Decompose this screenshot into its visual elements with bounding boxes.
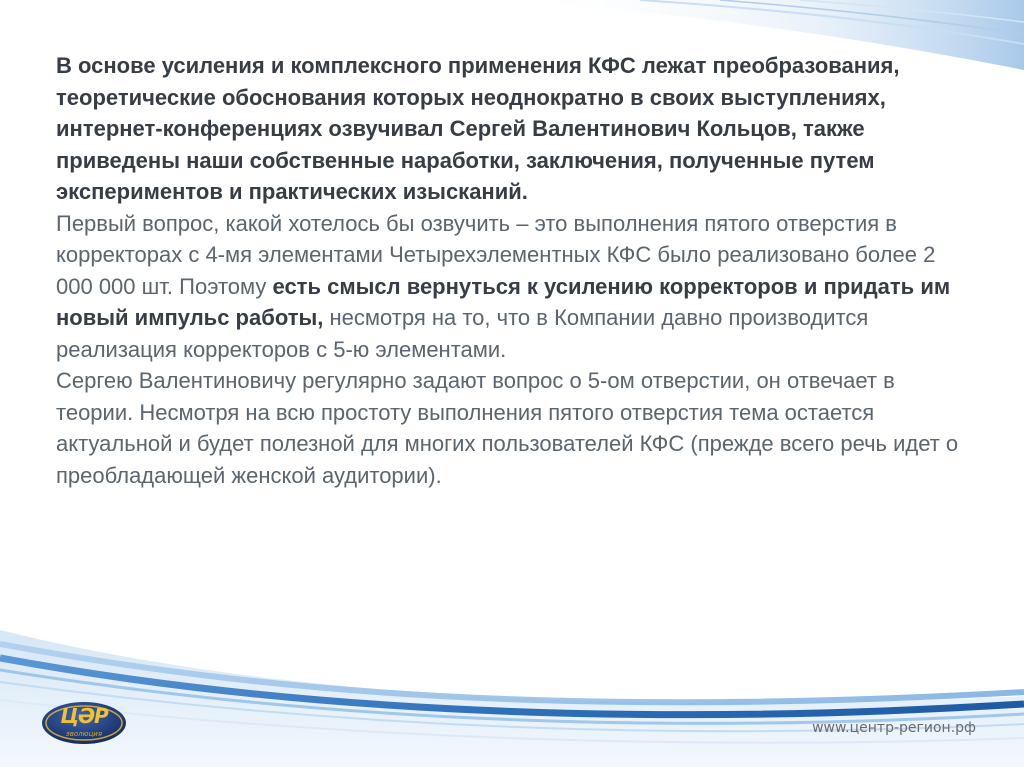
first-question-tail: несмотря на то, что в Компании давно производится реализация корректоров с 5-ю элементами. xyxy=(56,305,869,362)
paragraph-fifth-hole xyxy=(56,365,971,491)
body-text xyxy=(56,50,971,491)
first-question-text: Первый вопрос, какой хотелось бы озвучить – это выполнения пятого отверстия в корректорах с 4-мя элементами Четырехэлементных КФС было реализовано более 2 000 000 шт. Поэтому xyxy=(56,210,936,299)
paragraph-intro xyxy=(56,50,971,208)
logo-subtext: эволюция xyxy=(65,730,103,738)
company-logo xyxy=(40,700,128,746)
intro-bold-text: В основе усиления и комплексного применения КФС лежат преобразования, теоретические обоснования которых неоднократно в своих выступлениях, интернет-конференциях озвучивал Сергей Валентинович Кольцов, также приведены наши собственные наработки, заключения, полученные путем экспериментов и практических изысканий. xyxy=(56,53,900,204)
paragraph-first-question xyxy=(56,208,971,366)
fifth-hole-text: Сергею Валентиновичу регулярно задают вопрос о 5-ом отверстии, он отвечает в теории. Несмотря на всю простоту выполнения пятого отверстия тема остается актуальной и будет полезной для многих пользователей КФС (прежде всего речь идет о преобладающей женской аудитории). xyxy=(56,368,959,488)
bottom-wave-decoration xyxy=(0,600,1024,767)
site-url[interactable]: www.центр-регион.рф xyxy=(812,720,976,736)
first-question-bold: есть смысл вернуться к усилению корректоров и придать им новый импульс работы, xyxy=(56,273,951,330)
logo-text: ЦӘР xyxy=(60,704,108,728)
